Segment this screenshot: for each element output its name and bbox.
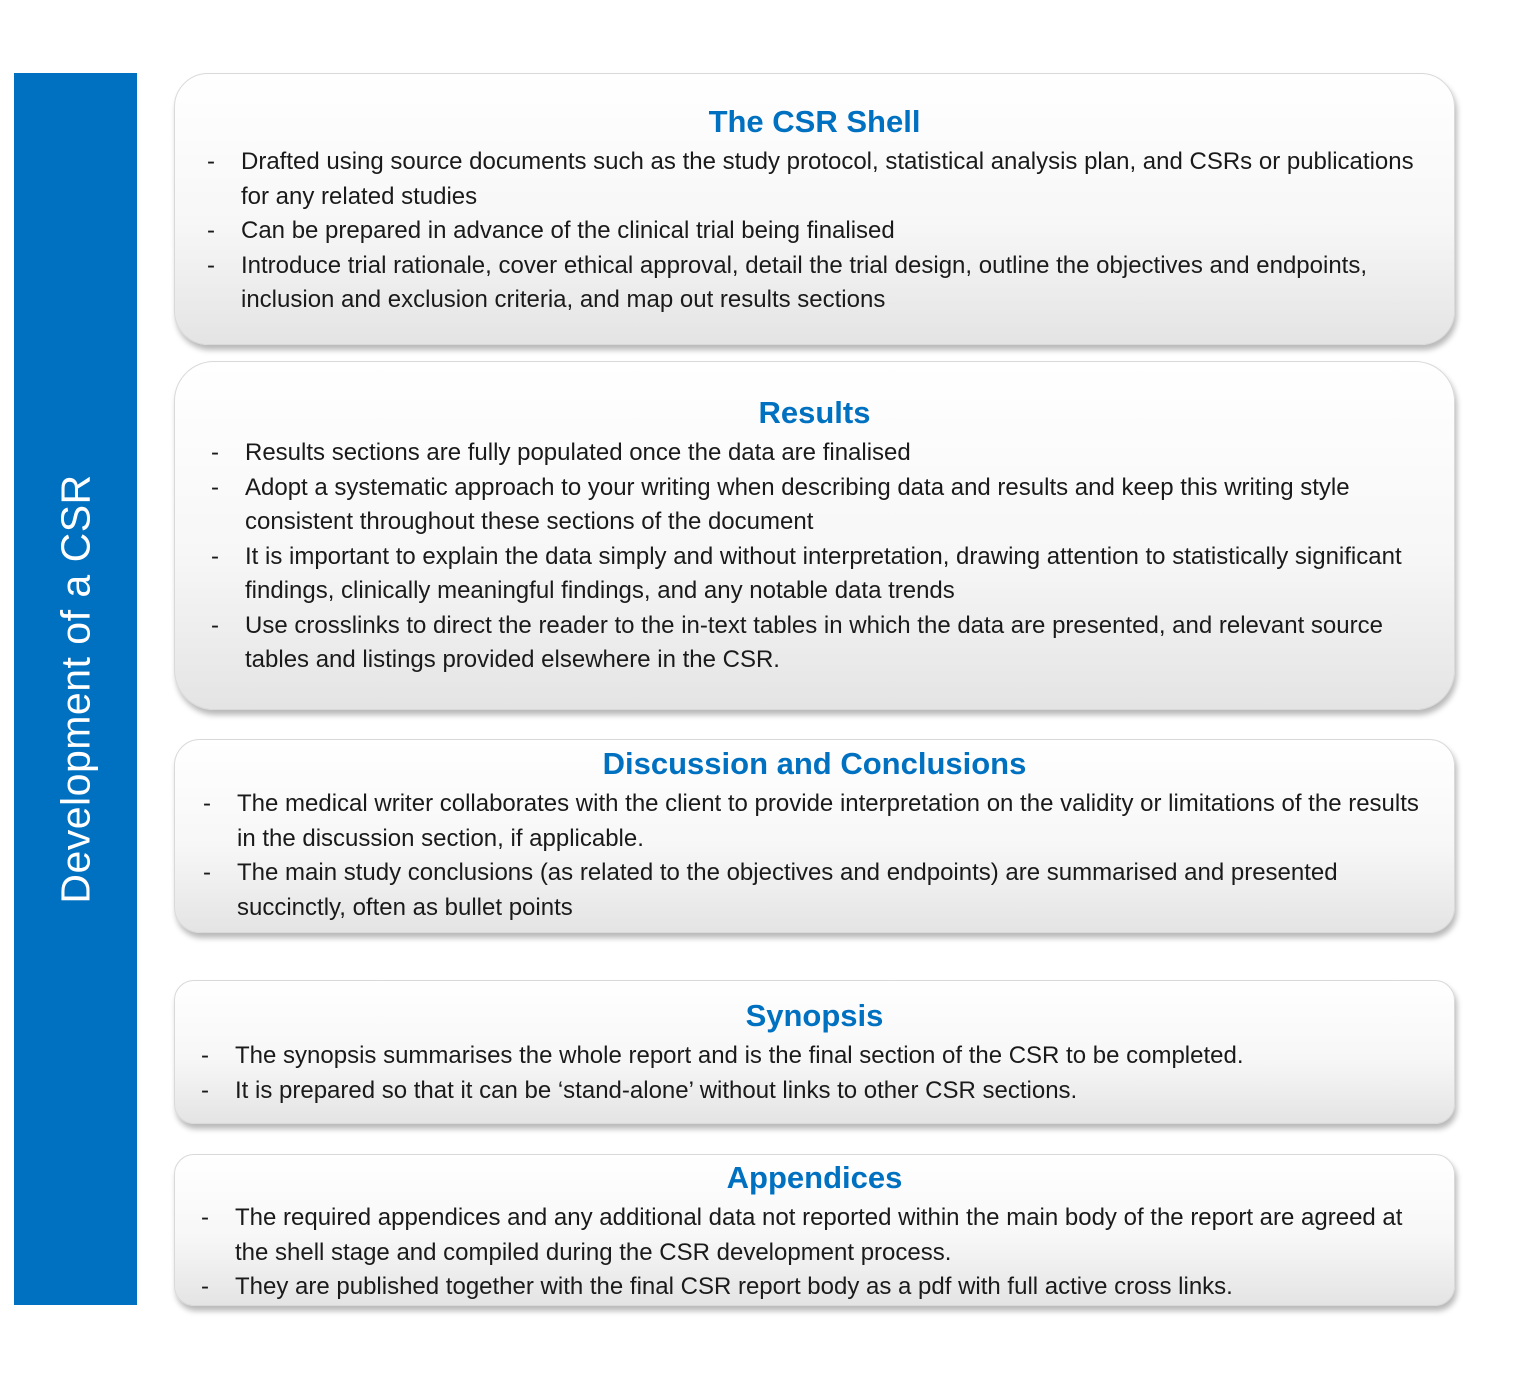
dash-marker: - xyxy=(207,148,215,175)
section-title: Appendices xyxy=(726,1160,903,1195)
bullet-text: The synopsis summarises the whole report and is the final section of the CSR to be completed. xyxy=(235,1042,1244,1069)
dash-marker: - xyxy=(201,1076,209,1104)
bullet-item xyxy=(201,1270,1440,1305)
dash-marker: - xyxy=(203,859,211,886)
bullet-text: Introduce trial rationale, cover ethical approval, detail the trial design, outline the objectives and endpoints, inclusion and exclusion criteria, and map out results sections xyxy=(241,251,1368,313)
section-card-csr-shell xyxy=(174,73,1455,345)
dash-marker: - xyxy=(201,1042,209,1069)
section-title: The CSR Shell xyxy=(708,104,921,139)
section-title: Discussion and Conclusions xyxy=(602,746,1027,781)
bullet-text: The medical writer collaborates with the client to provide interpretation on the validity or limitations of the results in the discussion section, if applicable. xyxy=(237,790,1419,852)
section-card-synopsis xyxy=(174,980,1455,1124)
section-card-results xyxy=(174,361,1455,710)
bullet-text: The main study conclusions (as related to the objectives and endpoints) are summarised and presented succinctly, often as bullet points xyxy=(237,859,1338,921)
dash-marker: - xyxy=(211,439,219,466)
bullet-list xyxy=(211,436,1434,678)
bullet-text: Results sections are fully populated once the data are finalised xyxy=(245,439,911,466)
side-banner-label: Development of a CSR xyxy=(52,474,98,904)
bullet-list xyxy=(207,145,1434,318)
bullet-item xyxy=(201,1039,1434,1074)
bullet-text: The required appendices and any additional data not reported within the main body of the report are agreed at the shell stage and compiled during the CSR development process. xyxy=(235,1204,1403,1266)
bullet-item xyxy=(203,787,1434,856)
bullet-item xyxy=(211,540,1434,609)
bullet-list xyxy=(201,1039,1434,1108)
dash-marker: - xyxy=(211,473,219,501)
bullet-item xyxy=(211,436,1434,471)
dash-marker: - xyxy=(201,1204,209,1231)
dash-marker: - xyxy=(207,251,215,279)
bullet-item xyxy=(211,609,1434,678)
bullet-text: They are published together with the final CSR report body as a pdf with full active cross links. xyxy=(235,1273,1233,1300)
bullet-text: It is prepared so that it can be ‘stand-alone’ without links to other CSR sections. xyxy=(235,1076,1078,1104)
bullet-item xyxy=(207,249,1434,318)
side-banner xyxy=(14,73,137,1305)
bullet-item xyxy=(203,856,1434,925)
dash-marker: - xyxy=(201,1273,209,1300)
bullet-text: Can be prepared in advance of the clinical trial being finalised xyxy=(241,217,895,244)
dash-marker: - xyxy=(211,542,219,570)
bullet-text: It is important to explain the data simply and without interpretation, drawing attention to statistically significant findings, clinically meaningful findings, and any notable data trends xyxy=(245,542,1402,604)
section-title: Synopsis xyxy=(745,998,884,1033)
section-title: Results xyxy=(758,395,871,430)
bullet-item xyxy=(201,1201,1440,1270)
bullet-text: Drafted using source documents such as the study protocol, statistical analysis plan, and CSRs or publications for any related studies xyxy=(241,148,1414,210)
dash-marker: - xyxy=(211,611,219,639)
bullet-item xyxy=(207,214,1434,249)
bullet-item xyxy=(211,471,1434,540)
bullet-list xyxy=(201,1201,1440,1305)
bullet-list xyxy=(203,787,1434,925)
section-card-appendices xyxy=(174,1154,1455,1306)
bullet-item xyxy=(207,145,1434,214)
bullet-text: Use crosslinks to direct the reader to the in-text tables in which the data are presented, and relevant source tables and listings provided elsewhere in the CSR. xyxy=(245,611,1383,673)
dash-marker: - xyxy=(203,790,211,817)
dash-marker: - xyxy=(207,217,215,244)
section-card-discussion-conclusions xyxy=(174,739,1455,933)
bullet-text: Adopt a systematic approach to your writing when describing data and results and keep this writing style consistent throughout these sections of the document xyxy=(245,473,1350,535)
bullet-item xyxy=(201,1074,1434,1109)
